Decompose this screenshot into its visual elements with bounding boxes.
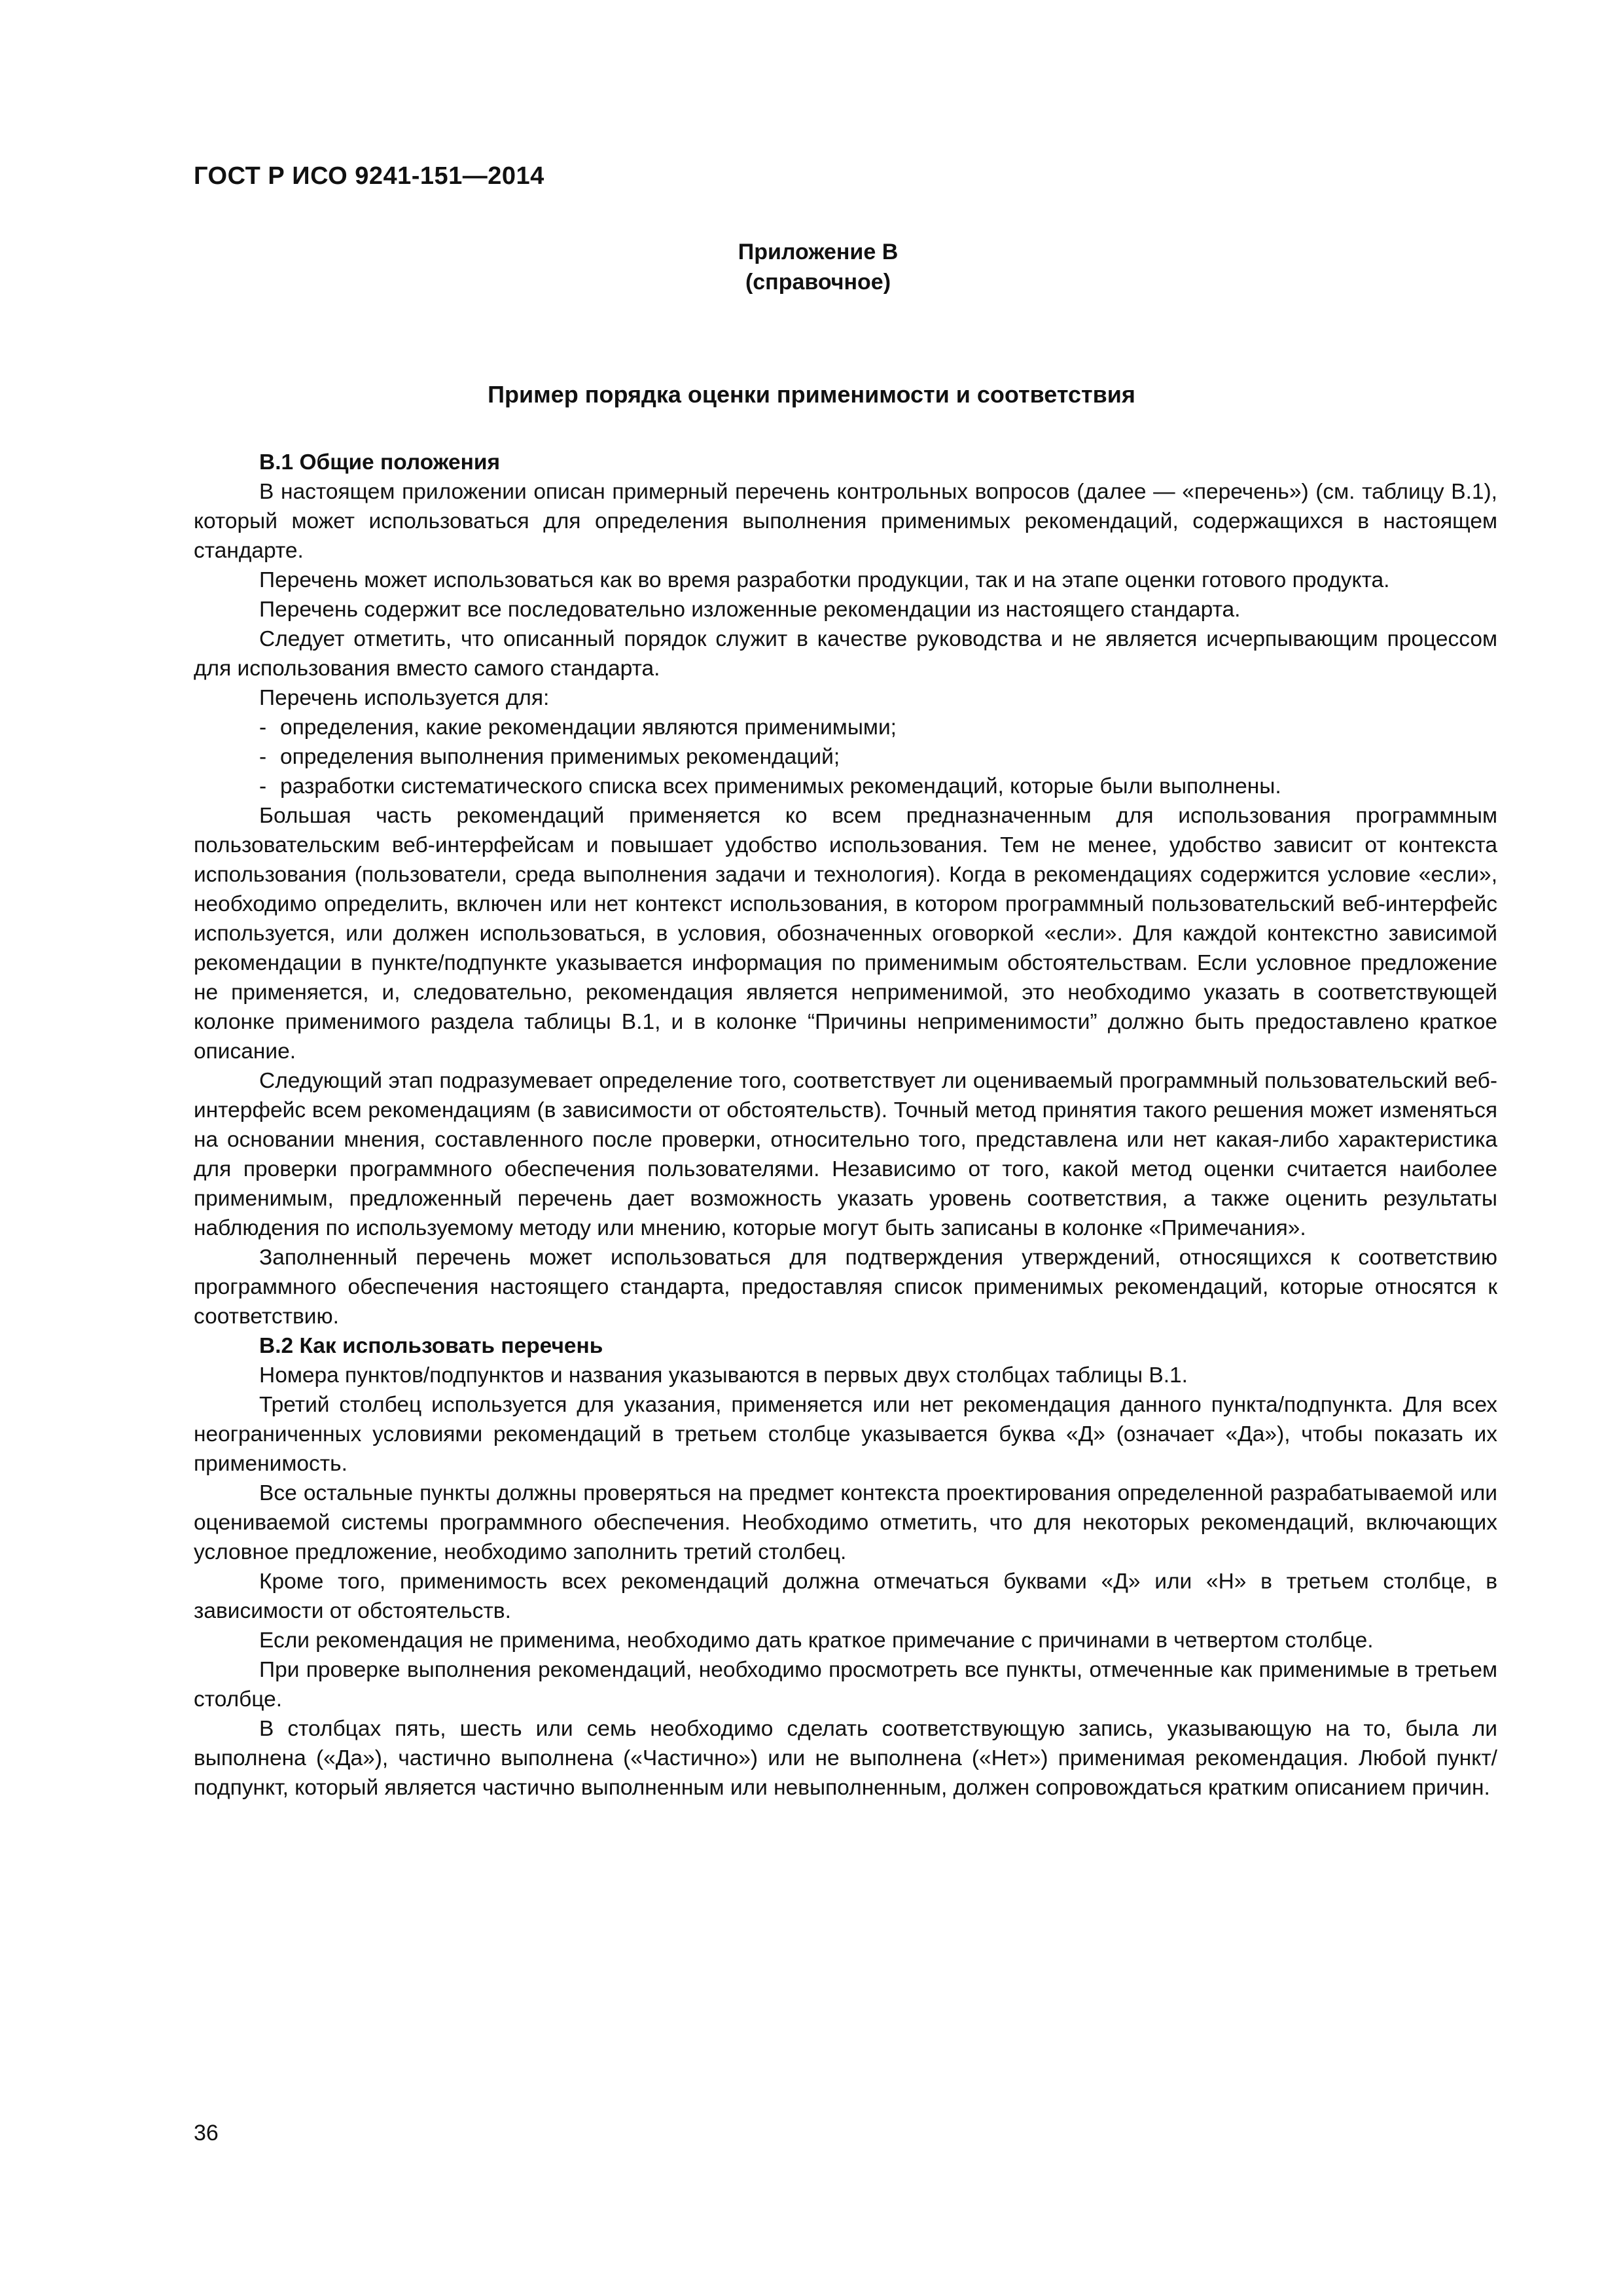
dash-marker: - [259, 745, 267, 769]
list-item: - определения, какие рекомендации являются применимыми; [194, 713, 1497, 742]
list-item: - определения выполнения применимых рекомендаций; [194, 742, 1497, 772]
page-number: 36 [194, 2121, 219, 2145]
dash-marker: - [259, 715, 267, 740]
section-heading-b1: В.1 Общие положения [259, 450, 501, 475]
paragraph: Номера пунктов/подпунктов и названия указываются в первых двух столбцах таблицы В.1. [259, 1363, 1188, 1388]
paragraph: Следующий этап подразумевает определение того, соответствует ли оцениваемый программный пользовательский веб-интерфейс всем рекомендациям (в зависимости от обстоятельств). Точный метод принятия такого решения может изменяться на основании мнения, составленного после проверки, относительно того, представлена или нет какая-либо характеристика для проверки программного обеспечения пользователями. Независимо от того, какой метод оценки считается наиболее применимым, предложенный перечень дает возможность указать уровень соответствия, а также оценить результаты наблюдения по используемому методу или мнению, которые могут быть записаны в колонке «Примечания». [194, 1069, 1497, 1240]
paragraph: Кроме того, применимость всех рекомендаций должна отмечаться буквами «Д» или «Н» в третьем столбце, в зависимости от обстоятельств. [194, 1570, 1497, 1623]
paragraph: Большая часть рекомендаций применяется ко всем предназначенным для использования программным пользовательским веб-интерфейсам и повышает удобство использования. Тем не менее, удобство зависит от контекста использования (пользователи, среда выполнения задачи и технология). Когда в рекомендациях содержится условие «если», необходимо определить, включен или нет контекст использования, в котором программный пользовательский веб-интерфейс используется, или должен использоваться, в условия, обозначенных оговоркой «если». Для каждой контекстно зависимой рекомендации в пункте/подпункте указывается информация по применимым обстоятельствам. Если условное предложение не применяется, и, следовательно, рекомендация является неприменимой, это необходимо указать в соответствующей колонке применимого раздела таблицы В.1, и в колонке “Причины неприменимости” должно быть предоставлено краткое описание. [194, 804, 1497, 1064]
dash-marker: - [259, 774, 267, 798]
paragraph: Третий столбец используется для указания, применяется или нет рекомендация данного пункта/подпункта. Для всех неограниченных условиями рекомендаций в третьем столбце указывается буква «Д» (означает «Да»), чтобы показать их применимость. [194, 1393, 1497, 1476]
paragraph: Если рекомендация не применима, необходимо дать краткое примечание с причинами в четвертом столбце. [259, 1628, 1374, 1653]
page-title: Пример порядка оценки применимости и соответствия [488, 381, 1135, 408]
paragraph: Перечень содержит все последовательно изложенные рекомендации из настоящего стандарта. [259, 598, 1241, 622]
paragraph: Перечень может использоваться как во время разработки продукции, так и на этапе оценки готового продукта. [259, 568, 1390, 592]
paragraph: В настоящем приложении описан примерный перечень контрольных вопросов (далее — «перечень») (см. таблицу В.1), который может использоваться для определения выполнения применимых рекомендаций, содержащихся в настоящем стандарте. [194, 480, 1497, 563]
appendix-label [194, 237, 1429, 297]
section-heading-b2: В.2 Как использовать перечень [259, 1334, 603, 1358]
list-item: - разработки систематического списка всех применимых рекомендаций, которые были выполнены. [194, 772, 1497, 801]
paragraph: В столбцах пять, шесть или семь необходимо сделать соответствующую запись, указывающую на то, была ли выполнена («Да»), частично выполнена («Частично») или не выполнена («Нет») применимая рекомендация. Любой пункт/подпункт, который является частично выполненным или невыполненным, должен сопровождаться кратким описанием причин. [194, 1717, 1497, 1800]
paragraph: Перечень используется для: [259, 686, 550, 710]
paragraph: Заполненный перечень может использоваться для подтверждения утверждений, относящихся к соответствию программного обеспечения настоящего стандарта, предоставляя список применимых рекомендаций, которые относятся к соответствию. [194, 1246, 1497, 1329]
paragraph: Все остальные пункты должны проверяться на предмет контекста проектирования определенной разрабатываемой или оцениваемой системы программного обеспечения. Необходимо отметить, что для некоторых рекомендаций, включающих условное предложение, необходимо заполнить третий столбец. [194, 1481, 1497, 1564]
document-header: ГОСТ Р ИСО 9241-151—2014 [194, 162, 544, 190]
paragraph: Следует отметить, что описанный порядок служит в качестве руководства и не является исчерпывающим процессом для использования вместо самого стандарта. [194, 627, 1497, 681]
appendix-type: (справочное) [745, 270, 891, 295]
appendix-title: Приложение В [738, 240, 899, 264]
document-body [194, 448, 1497, 1803]
paragraph: При проверке выполнения рекомендаций, необходимо просмотреть все пункты, отмеченные как применимые в третьем столбце. [194, 1658, 1497, 1712]
